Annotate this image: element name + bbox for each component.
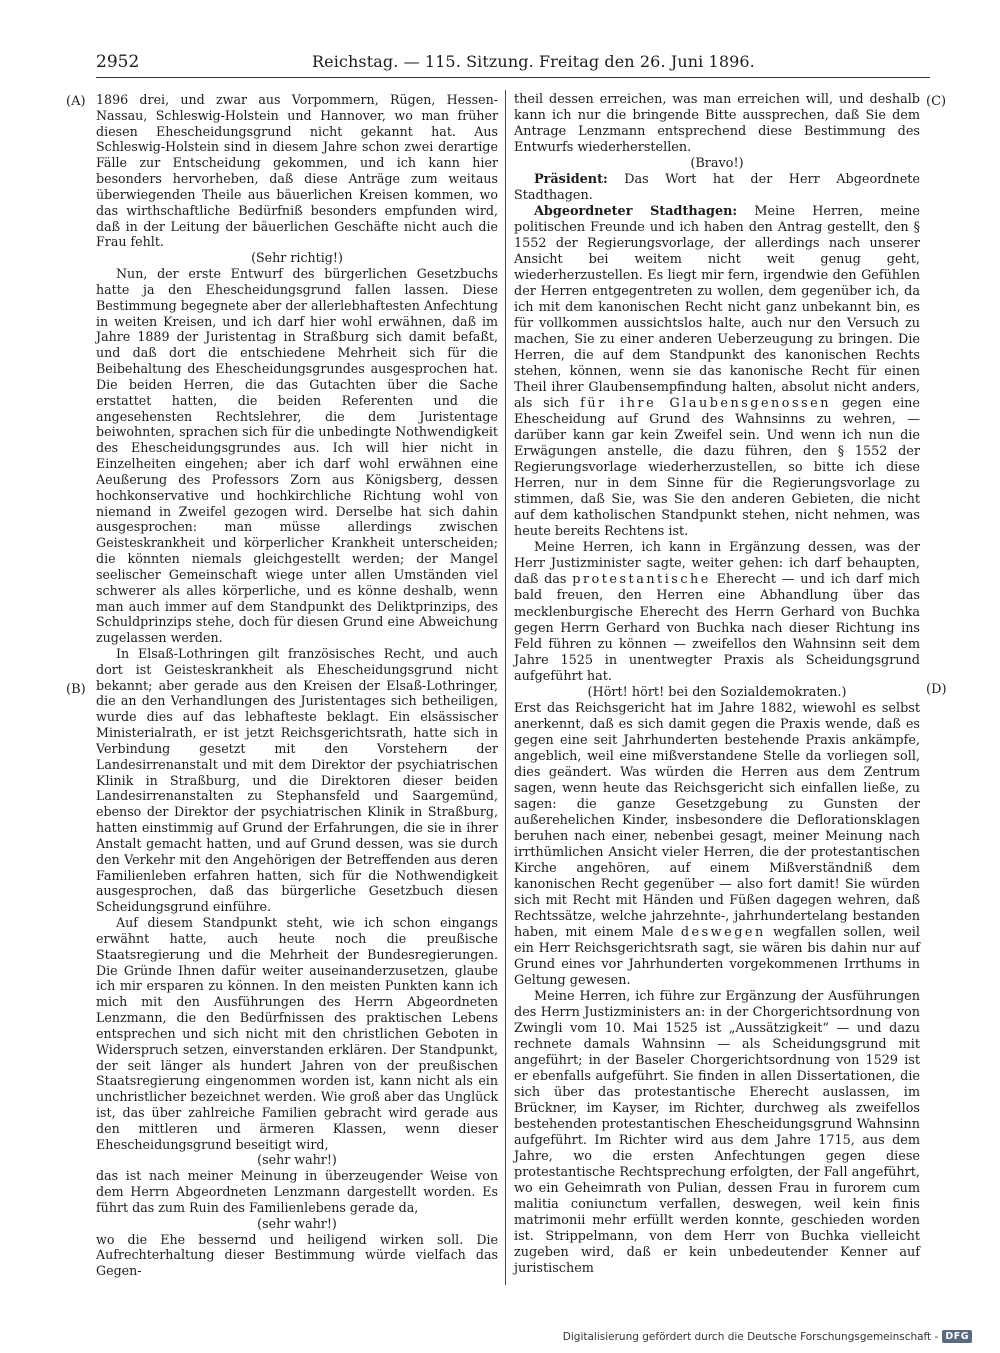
speaker-label: Präsident:: [534, 172, 608, 188]
paragraph: wo die Ehe bessernd und heiligend wirken soll. Die Aufrechterhaltung dieser Bestimmung würde vielfach das Gegen-: [96, 1231, 498, 1279]
paragraph: Auf diesem Standpunkt steht, wie ich schon eingangs erwähnt hatte, auch heute noch die preußische Staatsregierung und die Mehrheit der Bundesregierungen. Die Gründe Ihnen dafür weiter auseinanderzusetzen, glaube ich mir ersparen zu können. In den meisten Punkten kann ich mich mit den Ausführungen des Herrn Abgeordneten Lenzmann, die den Bedürfnissen des praktischen Lebens entsprechen und sich nicht mit den christlichen Geboten in Widerspruch setzen, einverstanden erklären. Der Standpunkt, der seit länger als hundert Jahren von der preußischen Staatsregierung eingenommen worden ist, kann nicht als ein unchristlicher bezeichnet werden. Wie groß aber das Unglück ist, das über zahlreiche Familien gebracht wird gerade aus den mittleren und ärmeren Klassen, wenn dieser Ehescheidungsgrund beseitigt wird,: [96, 915, 498, 1152]
speech-text: Meine Herren, meine politischen Freunde und ich haben den Antrag gestellt, den § 1552 der Regierungsvorlage, der allerdings nach unserer Ansicht bei weitem nicht weit genug geht, wiederherzustellen. Es liegt mir fern, irgendwie den Gefühlen der Herren entgegentreten zu wollen, dem gegenüber ich, da ich mit dem kanonischen Recht nicht ganz unbekannt bin, es für vollkommen aussichtslos halte, auch nur den Versuch zu machen, Sie zu einer anderen Ueberzeugung zu bringen. Die Herren, die auf dem Standpunkt des kanonischen Rechts stehen, können, wenn sie das kanonische Recht für einen Theil ihrer Glaubensempfindung halten, absolut nicht anders, als sich: [514, 204, 920, 412]
left-column: [96, 92, 498, 1279]
right-column: [514, 92, 920, 1277]
running-title: Reichstag. — 115. Sitzung. Freitag den 26. Juni 1896.: [312, 52, 755, 71]
speech-text: Eherecht — und ich darf mich bald freuen, den Herren eine Abhandlung über das mecklenburgische Eherecht des Herrn Gerhard von Buchka gegen Herrn Gerhard von Buchka nach dieser Richtung ins Feld führen zu können — zweifellos den Wahnsinn seit dem Jahre 1525 in unentwegter Praxis als Scheidungsgrund aufgeführt hat.: [514, 572, 920, 684]
speech-text: gegen eine Ehescheidung auf Grund des Wahnsinns zu wehren, — darüber kann gar kein Zweifel sein. Und wenn ich nun die Erwägungen anstelle, die dazu führen, den § 1552 der Regierungsvorlage wiederherzustellen, so bitte ich diese Herren, nur in dem Sinne für die Regierungsvorlage zu stimmen, daß Sie, was Sie den anderen Gebieten, die nicht auf dem katholischen Standpunkt stehen, nicht nehmen, was heute bereits Rechtens ist.: [514, 396, 920, 540]
paragraph: theil dessen erreichen, was man erreichen will, und deshalb kann ich nur die bringende Bitte aussprechen, daß Sie dem Antrage Lenzmann entsprechend diese Bestimmung des Entwurfs wiederherstellen.: [514, 92, 920, 156]
speech-text: Erst das Reichsgericht hat im Jahre 1882, wiewohl es selbst anerkennt, daß es sich damit gegen die Praxis wende, daß es gegen eine seit Jahrhunderten bestehende Praxis ankämpfe, angeblich, weil eine mißverstandene Stelle da vorliegen soll, dies geändert. Was würden die Herren aus dem Zentrum sagen, wenn heute das Reichsgericht sich einfallen ließe, zu sagen: die ganze Gesetzgebung zu Gunsten der außerehelichen Kinder, insbesondere die Deflorationsklagen beruhen nach einer, nebenbei gesagt, meiner Meinung nach irrthümlichen Ansicht vieler Herren, die der protestantischen Kirche angehören, auf einem Mißverständniß dem kanonischen Recht gegenüber — also fort damit! Sie würden sich mit Recht mit Händen und Füßen dagegen wehren, daß Rechtssätze, welche jahrzehnte-, jahrhundertelang bestanden haben, mit einem Male: [514, 700, 920, 940]
paragraph: [514, 540, 920, 684]
page-number: 2952: [96, 52, 140, 72]
margin-marker-c: (C): [926, 94, 947, 109]
emphasis-text: deswegen: [680, 924, 766, 940]
paragraph: das ist nach meiner Meinung in überzeugender Weise von dem Herrn Abgeordneten Lenzmann dargestellt worden. Es führt das zum Ruin des Familienlebens gerade da,: [96, 1168, 498, 1215]
paragraph: Meine Herren, ich führe zur Ergänzung der Ausführungen des Herrn Justizministers an: in der Chorgerichtsordnung von Zwingli vom 10. Mai 1525 ist „Aussätzigkeit“ — und dazu rechnete damals Wahnsinn — als Scheidungsgrund mit angeführt; in der Baseler Chorgerichtsordnung von 1529 ist er ebenfalls aufgeführt. Sie finden in allen Dissertationen, die sich über das protestantische Eherecht auslassen, im Brückner, im Kayser, im Richter, durchweg als zweifellos bestehenden protestantischen Ehescheidungsgrund Wahnsinn aufgeführt. Im Richter wird aus dem Jahre 1715, aus dem Jahre, wo die ersten Anfechtungen gegen diese protestantische Rechtsprechung erfolgten, der Fall angeführt, wo ein Geheimrath von Pulian, dessen Frau in furorem cum malitia coniunctum verfallen, deswegen, weil kein finis matrimonii mehr erfüllt werden konnte, geschieden worden ist. Strippelmann, von dem Herr von Buchka vielleicht zugeben wird, daß er kein unbedeutender Kenner auf juristischem: [514, 988, 920, 1277]
header-rule: [96, 77, 930, 78]
paragraph: [514, 701, 920, 989]
interjection: (sehr wahr!): [257, 1152, 337, 1168]
emphasis-text: für ihre Glaubensgenossen: [580, 396, 831, 412]
stadthagen-paragraph: [514, 204, 920, 540]
dfg-logo: DFG: [942, 1330, 972, 1343]
margin-marker-d: (D): [926, 682, 947, 697]
speech-text: Meine Herren, ich kann in Ergänzung dessen, was der Herr Justizminister sagte, weiter gehen: ich darf behaupten, daß das: [514, 540, 920, 588]
interjection: (sehr wahr!): [257, 1215, 337, 1231]
paragraph: In Elsaß-Lothringen gilt französisches Recht, und auch dort ist Geisteskrankheit als Ehescheidungsgrund nicht bekannt; aber gerade aus den Kreisen der Elsaß-Lothringer, die an den Verhandlungen des Juristentages sich betheiligen, wurde dies auf das lebhafteste beklagt. Ein elsässischer Ministerialrath, er ist jetzt Reichsgerichtsrath, hatte sich in Verbindung gesetzt mit den Vorstehern der Landesirrenanstalt und mit dem Direktor der psychiatrischen Klinik in Straßburg, und die Direktoren dieser beiden Landesirrenanstalten zu Stephansfeld und Saargemünd, ebenso der Direktor der psychiatrischen Klinik in Straßburg, hatten einstimmig auf Grund der Erfahrungen, die sie in ihrer Anstalt gemacht hatten, und auf Grund dessen, was sie durch den Verkehr mit den Angehörigen der Betreffenden aus deren Familienleben erfahren hatten, sich für die Nothwendigkeit ausgesprochen, daß das bürgerliche Gesetzbuch diesen Scheidungsgrund einführe.: [96, 645, 498, 915]
column-divider: [505, 90, 506, 1285]
interjection: (Sehr richtig!): [251, 250, 343, 266]
paragraph: Nun, der erste Entwurf des bürgerlichen Gesetzbuchs hatte ja den Ehescheidungsgrund fallen lassen. Diese Bestimmung begegnete aber der allerlebhaftesten Anfechtung in weiten Kreisen, und ich darf hier wohl erwähnen, daß im Jahre 1889 der Juristentag in Straßburg sich damit befaßt, und daß dort die entschiedene Mehrheit sich für die Beibehaltung des Ehescheidungsgrundes ausgesprochen hat. Die beiden Herren, die das Gutachten über die Sache erstattet hatten, die beiden Referenten und die angesehensten Rechtslehrer, die dem Juristentage beiwohnten, sprachen sich für die unbedingte Nothwendigkeit des Ehescheidungsgrundes aus. Ich will hier nicht in Einzelheiten eingehen; aber ich darf wohl erwähnen eine Aeußerung des Professors Zorn aus Königsberg, dessen hochkonservative und hochkirchliche Richtung wohl von niemand in Zweifel gezogen wird. Derselbe hat sich dahin ausgesprochen: man müsse allerdings zwischen Geisteskrankheit und körperlicher Krankheit unterscheiden; die könnten niemals gleichgestellt werden; der Mangel seelischer Gemeinschaft wiege unter allen Umständen viel schwerer als alles körperliche, und es könne deshalb, wenn man auch immer auf dem Standpunkt des Deliktprinzips, des Schuldprinzips stehe, doch für diesen Grund eine Abweichung zugelassen werden.: [96, 266, 498, 646]
speech-text: Das Wort hat der Herr Abgeordnete Stadthagen.: [514, 172, 920, 204]
speech-text: wegfallen sollen, weil ein Herr Reichsgerichtsrath sagt, sie wären bis dahin nur auf Grund eines vor Jahrhunderten vorgekommenen Irrthums in Geltung gewesen.: [514, 924, 920, 988]
interjection: (Bravo!): [690, 156, 744, 172]
margin-marker-b: (B): [66, 682, 86, 697]
margin-marker-a: (A): [66, 94, 86, 109]
paragraph: 1896 drei, und zwar aus Vorpommern, Rügen, Hessen-Nassau, Schleswig-Holstein und Hannover, wo man früher diesen Ehescheidungsgrund nicht gekannt hat. Aus Schleswig-Holstein sind in diesem Jahre schon zwei derartige Fälle zur Entscheidung gekommen, und ich kann hier besonders hervorheben, daß diese Anträge zum weitaus überwiegenden Theile aus bäuerlichen Kreisen kommen, wo das wirthschaftliche Bedürfniß besonders empfunden wird, daß in der Leitung der bäuerlichen Geschäfte nicht auch die Frau fehlt.: [96, 92, 498, 250]
digitization-footer: [563, 1330, 972, 1343]
speaker-label: Abgeordneter Stadthagen:: [534, 204, 738, 220]
page-header: [96, 52, 902, 76]
president-paragraph: [514, 172, 920, 204]
emphasis-text: protestantische: [572, 572, 711, 588]
interjection: (Hört! hört! bei den Sozialdemokraten.): [587, 684, 847, 700]
footer-text: Digitalisierung gefördert durch die Deutsche Forschungsgemeinschaft -: [562, 1330, 939, 1343]
